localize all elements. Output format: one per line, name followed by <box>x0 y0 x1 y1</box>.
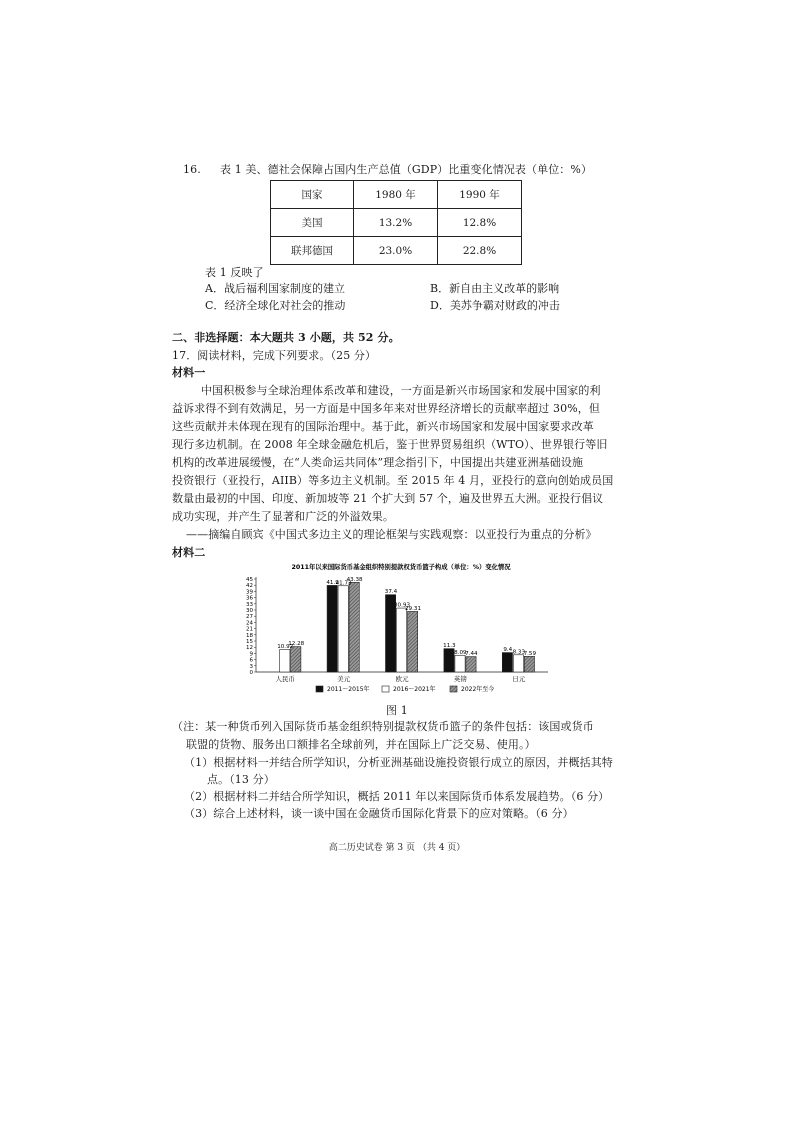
sub-question-1-cont: 点。（13 分） <box>207 773 275 786</box>
paragraph-line: 这些贡献并未体现在现有的国际治理中。基于此，新兴市场国家和发展中国家要求改革 <box>172 420 594 433</box>
data-label: 9.4 <box>503 647 513 654</box>
y-tick-label: 36 <box>246 595 253 602</box>
option-b: B．新自由主义改革的影响 <box>430 282 560 295</box>
data-label: 10.92 <box>277 643 294 650</box>
section-heading: 二、非选择题：本大题共 3 小题，共 52 分。 <box>172 331 400 344</box>
y-tick-label: 6 <box>249 657 253 664</box>
paragraph-line: 现行多边机制。在 2008 年全球金融危机后，鉴于世界贸易组织（WTO）、世界银行等旧 <box>172 438 608 451</box>
bar <box>338 586 348 672</box>
x-tick-label: 日元 <box>512 675 526 683</box>
data-label: 41.9 <box>326 579 339 586</box>
y-tick-label: 3 <box>249 663 253 670</box>
y-tick-label: 27 <box>246 614 253 621</box>
paragraph-line: 中国积极参与全球治理体系改革和建设，一方面是新兴市场国家和发展中国家的利 <box>201 384 601 397</box>
legend-swatch <box>316 686 323 692</box>
legend-label: 2011～2015年 <box>327 686 370 693</box>
x-tick-label: 人民币 <box>275 675 295 683</box>
question-number: 16. <box>183 163 201 176</box>
data-label: 30.93 <box>393 602 411 609</box>
data-label: 7.44 <box>465 651 478 658</box>
note-line: （注：某一种货币列入国际货币基金组织特别提款权货币篮子的条件包括：该国或货币 <box>172 720 594 733</box>
question-stem: 表 1 反映了 <box>205 266 264 279</box>
bar <box>327 585 337 672</box>
legend-swatch <box>382 686 389 692</box>
chart-title: 2011年以来国际货币基金组织特别提款权货币篮子构成（单位：%）变化情况 <box>291 564 511 571</box>
y-tick-label: 21 <box>246 626 253 633</box>
data-label: 7.59 <box>523 650 537 657</box>
bar <box>513 655 523 672</box>
table-row <box>271 209 522 237</box>
material-1-label: 材料一 <box>172 366 206 379</box>
table-cell: 联邦德国 <box>271 237 354 265</box>
y-tick-label: 39 <box>246 589 253 596</box>
table-cell: 12.8% <box>438 209 522 237</box>
paragraph-line: 益诉求得不到有效满足，另一方面是中国多年来对世界经济增长的贡献率超过 30%，但 <box>172 402 600 415</box>
bar <box>397 608 407 672</box>
y-tick-label: 18 <box>246 632 253 639</box>
table-header-cell: 1990 年 <box>438 181 522 209</box>
bar <box>466 657 476 672</box>
data-label: 29.31 <box>404 605 422 612</box>
table-header-row <box>271 181 522 209</box>
y-tick-label: 12 <box>246 645 253 652</box>
legend-label: 2022年至今 <box>461 686 495 693</box>
table-cell: 美国 <box>271 209 354 237</box>
bar <box>291 647 301 672</box>
source-citation: ——摘编自顾宾《中国式多边主义的理论框架与实践观察：以亚投行为重点的分析》 <box>186 528 597 541</box>
paragraph-line: 成功实现，并产生了显著和广泛的外溢效果。 <box>172 510 394 523</box>
table-header-cell: 1980 年 <box>354 181 438 209</box>
y-tick-label: 0 <box>249 670 253 676</box>
data-label: 12.28 <box>288 641 305 648</box>
page-footer: 高二历史试卷 第 3 页 （共 4 页） <box>328 843 466 853</box>
bar <box>408 611 418 672</box>
legend-label: 2016～2021年 <box>393 686 436 693</box>
bar <box>455 655 465 672</box>
paragraph-line: 数量由最初的中国、印度、新加坡等 21 个扩大到 57 个，遍及世界五大洲。亚投行倡议 <box>172 492 604 505</box>
table-row <box>271 237 522 265</box>
y-tick-label: 42 <box>246 583 253 590</box>
data-label: 11.3 <box>443 643 456 650</box>
paragraph-line: 机构的改革进展缓慢，在“人类命运共同体”理念指引下，中国提出共建亚洲基础设施 <box>172 456 584 469</box>
material-2-label: 材料二 <box>172 546 206 559</box>
y-tick-label: 9 <box>249 651 253 658</box>
figure-caption: 图 1 <box>386 704 408 717</box>
paragraph-line: 投资银行（亚投行，AIIB）等多边主义机制。至 2015 年 4 月，亚投行的意向创始成员国 <box>172 474 614 487</box>
x-tick-label: 英镑 <box>453 675 467 683</box>
data-label: 8.33 <box>512 649 526 656</box>
sub-question-2: （2）根据材料二并结合所学知识，概括 2011 年以来国际货币体系发展趋势。（6 分） <box>184 790 610 803</box>
table-header-cell: 国家 <box>271 181 354 209</box>
table-cell: 13.2% <box>354 209 438 237</box>
question-17-title: 17．阅读材料，完成下列要求。（25 分） <box>172 349 377 362</box>
note-line: 联盟的货物、服务出口额排名全球前列，并在国际上广泛交易、使用。） <box>186 738 536 751</box>
option-a: A．战后福利国家制度的建立 <box>205 282 345 295</box>
legend-swatch <box>450 686 457 692</box>
bar <box>524 656 534 672</box>
sub-question-1: （1）根据材料一并结合所学知识，分析亚洲基础设施投资银行成立的原因，并概括其特 <box>184 756 613 769</box>
y-tick-label: 15 <box>246 639 253 645</box>
option-c: C．经济全球化对社会的推动 <box>205 299 346 312</box>
data-table <box>270 180 522 265</box>
y-tick-label: 24 <box>246 620 253 627</box>
sub-question-3: （3）综合上述材料，谈一谈中国在金融货币国际化背景下的应对策略。（6 分） <box>184 807 574 820</box>
data-label: 43.38 <box>346 576 363 583</box>
data-label: 37.4 <box>384 589 398 596</box>
bar-chart <box>236 560 566 710</box>
bar <box>349 582 359 672</box>
bar <box>280 649 290 672</box>
y-tick-label: 33 <box>246 601 253 608</box>
bar <box>502 653 512 672</box>
x-tick-label: 欧元 <box>395 675 409 683</box>
bar <box>444 649 454 672</box>
option-d: D．美苏争霸对财政的冲击 <box>430 299 560 312</box>
table-cell: 22.8% <box>438 237 522 265</box>
table-cell: 23.0% <box>354 237 438 265</box>
table-caption: 表 1 美、德社会保障占国内生产总值（GDP）比重变化情况表（单位：%） <box>220 163 593 176</box>
y-tick-label: 30 <box>246 608 253 614</box>
data-label: 41.73 <box>335 580 352 587</box>
x-tick-label: 美元 <box>337 675 351 683</box>
data-label: 8.09 <box>454 649 467 656</box>
y-tick-label: 45 <box>246 577 253 583</box>
